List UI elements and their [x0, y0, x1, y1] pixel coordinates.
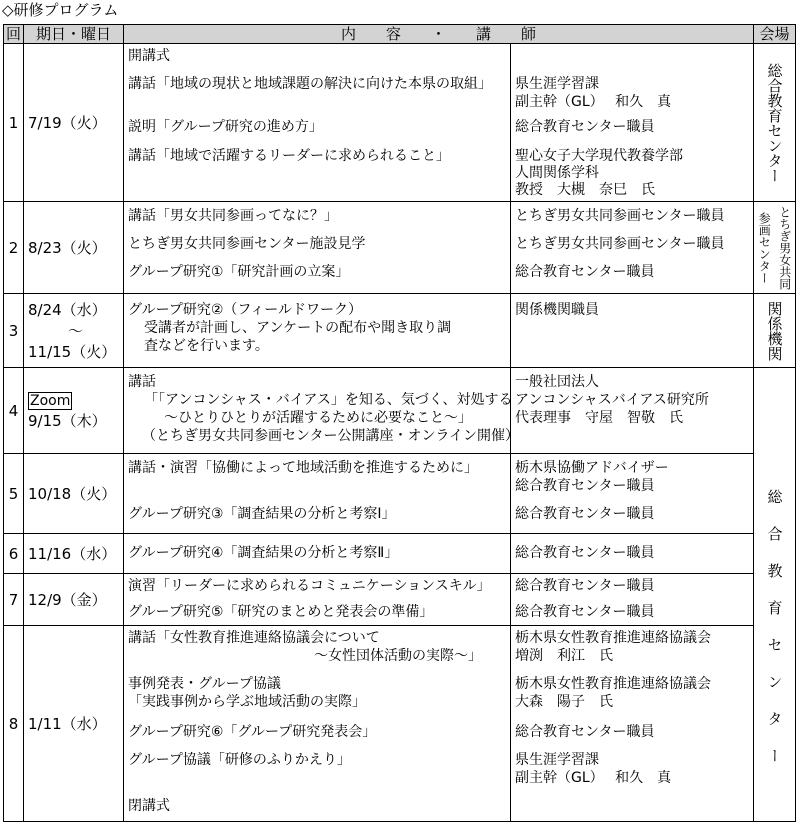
content-line: 講話「地域の現状と地域課題の解決に向けた本県の取組」: [128, 76, 492, 92]
content-cell: [124, 294, 511, 368]
content-line: 閉講式: [128, 798, 170, 814]
lecturer-line: 一般社団法人: [515, 374, 599, 390]
content-line: 演習「リーダーに求められるコミュニケーションスキル」: [128, 578, 491, 594]
lecturer-line: 関係機関職員: [515, 302, 599, 318]
content-cell: [124, 454, 511, 534]
header-date: 期日・曜日: [24, 25, 124, 44]
date-text: 9/15（木）: [28, 411, 107, 430]
lecturer-cell: [511, 294, 754, 368]
content-line: 「「アンコンシャス・バイアス」を知る、気づく、対処する: [144, 392, 513, 408]
content-line: 講話「女性教育推進連絡協議会について: [128, 630, 380, 646]
lecturer-line: 栃木県女性教育推進連絡協議会: [515, 676, 711, 692]
lecturer-line: 人間関係学科: [515, 165, 599, 181]
venue-cell: [754, 294, 796, 368]
lecturer-line: 副主幹（GL） 和久 真: [515, 94, 672, 110]
content-line: 説明「グループ研究の進め方」: [128, 119, 323, 135]
content-line: 講話「男女共同参画ってなに？」: [128, 208, 338, 224]
lecturer-line: 県生涯学習課: [515, 752, 599, 768]
lecturer-line: 副主幹（GL） 和久 真: [515, 770, 672, 786]
table-row: [4, 626, 796, 822]
lecturer-line: 総合教育センター職員: [515, 545, 655, 561]
lecturer-line: 総合教育センター職員: [515, 506, 655, 522]
lecturer-line: 総合教育センター職員: [515, 578, 655, 594]
header-row: [4, 25, 796, 44]
session-date-range: [24, 294, 124, 368]
session-number: 1: [4, 44, 24, 202]
table-row: [4, 454, 796, 534]
content-line: グループ研究①「研究計画の立案」: [128, 264, 350, 280]
table-row: [4, 534, 796, 574]
lecturer-line: 教授 大槻 奈巳 氏: [515, 182, 655, 198]
session-number: 2: [4, 202, 24, 294]
lecturer-line: 栃木県協働アドバイザー: [515, 460, 669, 476]
content-cell: [124, 534, 511, 574]
content-cell: [124, 574, 511, 626]
content-line: とちぎ男女共同参画センター施設見学: [128, 236, 366, 252]
session-date: [24, 368, 124, 454]
lecturer-cell: [511, 574, 754, 626]
lecturer-cell: [511, 368, 754, 454]
lecturer-line: アンコンシャスバイアス研究所: [515, 392, 709, 408]
content-line: 講話・演習「協働によって地域活動を推進するために」: [128, 460, 478, 476]
table-row: [4, 202, 796, 294]
content-line: グループ研究③「調査結果の分析と考察Ⅰ」: [128, 506, 396, 522]
lecturer-line: 代表理事 守屋 智敬 氏: [515, 410, 683, 426]
content-line: （とちぎ男女共同参画センター公開講座・オンライン開催）: [142, 428, 520, 444]
session-number: 3: [4, 294, 24, 368]
session-date: 12/9（金）: [24, 574, 124, 626]
lecturer-line: 総合教育センター職員: [515, 478, 655, 494]
header-content: 内 容 ・ 講 師: [124, 25, 754, 44]
lecturer-line: とちぎ男女共同参画センター職員: [515, 236, 725, 252]
content-cell: [124, 626, 511, 822]
venue-label: 総合教育センター: [765, 489, 784, 786]
lecturer-line: 総合教育センター職員: [515, 119, 655, 135]
venue-cell: [754, 368, 796, 454]
content-cell: [124, 202, 511, 294]
session-date: 8/23（火）: [24, 202, 124, 294]
lecturer-line: 総合教育センター職員: [515, 604, 655, 620]
session-number: 4: [4, 368, 24, 454]
venue-cell: [754, 202, 796, 294]
content-line: 事例発表・グループ協議: [128, 676, 281, 692]
lecturer-line: 聖心女子大学現代教養学部: [515, 148, 683, 164]
venue-label: 関係機関: [765, 300, 784, 361]
content-line: 受講者が計画し、アンケートの配布や聞き取り調: [144, 320, 452, 336]
lecturer-cell: [511, 44, 754, 202]
table-row: [4, 294, 796, 368]
lecturer-line: とちぎ男女共同参画センター職員: [515, 208, 725, 224]
program-table: [3, 24, 796, 822]
venue-cell: [754, 44, 796, 202]
lecturer-line: 大森 陽子 氏: [515, 694, 613, 710]
content-line: ～女性団体活動の実際～」: [314, 648, 482, 664]
session-date: 1/11（水）: [24, 626, 124, 822]
lecturer-line: 県生涯学習課: [515, 76, 599, 92]
lecturer-line: 栃木県女性教育推進連絡協議会: [515, 630, 711, 646]
header-venue: 会場: [754, 25, 796, 44]
content-cell: [124, 44, 511, 202]
zoom-badge: Zoom: [30, 392, 71, 409]
content-cell: [124, 368, 520, 454]
venue-label: 参画センター: [757, 211, 772, 284]
session-date: 10/18（火）: [24, 454, 124, 534]
content-line: グループ研究⑤「研究のまとめと発表会の準備」: [128, 604, 434, 620]
lecturer-line: 増渕 利江 氏: [515, 648, 613, 664]
session-date: 11/16（水）: [24, 534, 124, 574]
content-line: 開講式: [128, 48, 170, 64]
content-line: グループ研究⑥「グループ研究発表会」: [128, 724, 377, 740]
date-start: 8/24（水）: [28, 301, 107, 319]
content-line: 査などを行います。: [144, 338, 269, 354]
content-line: 講話「地域で活躍するリーダーに求められること」: [128, 148, 450, 164]
venue-label: 総合教育センター: [765, 62, 784, 183]
table-row: [4, 44, 796, 202]
date-end: 11/15（火）: [28, 343, 117, 361]
lecturer-line: 総合教育センター職員: [515, 264, 655, 280]
lecturer-line: 総合教育センター職員: [515, 724, 655, 740]
content-line: グループ協議「研修のふりかえり」: [128, 752, 351, 768]
page-title: ◇研修プログラム: [2, 1, 119, 19]
date-range-sep: ～: [67, 322, 83, 340]
session-number: 5: [4, 454, 24, 534]
lecturer-cell: [511, 534, 754, 574]
content-line: ～ひとりひとりが活躍するために必要なこと～」: [164, 410, 472, 426]
session-number: 7: [4, 574, 24, 626]
content-line: 講話: [128, 374, 156, 390]
venue-cell: [754, 454, 796, 822]
table-row: [4, 574, 796, 626]
content-line: グループ研究④「調査結果の分析と考察Ⅱ」: [128, 545, 399, 561]
session-number: 6: [4, 534, 24, 574]
session-number: 8: [4, 626, 24, 822]
header-no: 回: [4, 25, 24, 44]
lecturer-cell: [511, 454, 754, 534]
content-line: 「実践事例から学ぶ地域活動の実際」: [128, 694, 366, 710]
session-date: 7/19（火）: [24, 44, 124, 202]
table-row: [4, 368, 796, 454]
venue-label: とちぎ男女共同: [777, 205, 792, 290]
content-line: グループ研究②（フィールドワーク）: [128, 302, 363, 318]
lecturer-cell: [511, 202, 754, 294]
lecturer-cell: [511, 626, 754, 822]
